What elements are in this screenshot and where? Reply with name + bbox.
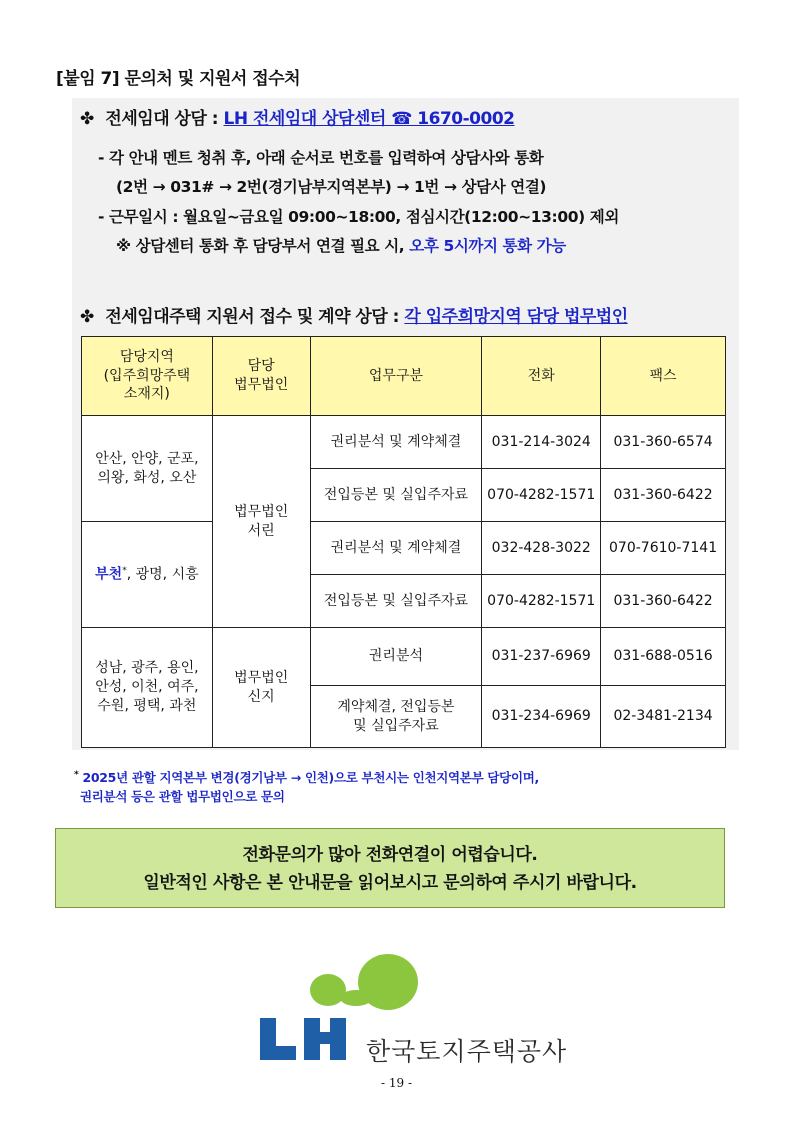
header-fax: 팩스 — [601, 337, 726, 416]
section1-heading — [80, 104, 515, 129]
table-row — [82, 522, 726, 575]
phone-cell: 070-4282-1571 — [482, 575, 601, 628]
doc-title: [붙임 7] 문의처 및 지원서 접수처 — [56, 69, 301, 89]
footnote-mark: * — [74, 770, 79, 780]
header-region: 담당지역 (입주희망주택 소재지) — [82, 337, 213, 416]
notice-line1: 전화문의가 많아 전화연결이 어렵습니다. — [242, 845, 538, 865]
footnote — [74, 766, 539, 806]
table-header-row — [82, 337, 726, 416]
header-phone: 전화 — [482, 337, 601, 416]
clover-bullet-icon: ✤ — [80, 307, 94, 327]
footnote-line2: 권리분석 등은 관할 법무법인으로 문의 — [80, 789, 285, 805]
section2-heading — [80, 302, 628, 327]
phone-cell: 031-214-3024 — [482, 416, 601, 469]
header-firm: 담당 법무법인 — [212, 337, 310, 416]
task-cell: 권리분석 — [310, 628, 482, 686]
section1-heading-text: 전세임대 상담 : — [105, 109, 224, 129]
firm-cell: 법무법인 서린 — [212, 416, 310, 628]
region-rest: , 광명, 시흥 — [126, 566, 199, 583]
table-row — [82, 416, 726, 469]
firm-cell: 법무법인 신지 — [212, 628, 310, 748]
section1-line4-highlight: 오후 5시까지 통화 가능 — [409, 237, 566, 255]
task-cell: 권리분석 및 계약체결 — [310, 522, 482, 575]
call-center-link[interactable]: LH 전세임대 상담센터 ☎ 1670-0002 — [223, 109, 515, 129]
section1-line4 — [116, 234, 566, 256]
law-firm-table — [81, 336, 726, 748]
footnote-line1: 2025년 관할 지역본부 변경(경기남부 → 인천)으로 부천시는 인천지역본부 담당이며, — [78, 770, 539, 786]
section1-line1: - 각 안내 멘트 청취 후, 아래 순서로 번호를 입력하여 상담사와 통화 — [98, 149, 544, 167]
notice-line2: 일반적인 사항은 본 안내문을 읽어보시고 문의하여 주시기 바랍니다. — [143, 873, 637, 893]
fax-cell: 031-360-6422 — [601, 469, 726, 522]
header-task: 업무구분 — [310, 337, 482, 416]
clover-bullet-icon: ✤ — [80, 109, 94, 129]
phone-cell: 070-4282-1571 — [482, 469, 601, 522]
section1-line3: - 근무일시 : 월요일~금요일 09:00~18:00, 점심시간(12:00~13:00) 제외 — [98, 208, 619, 226]
phone-cell: 031-237-6969 — [482, 628, 601, 686]
fax-cell: 031-360-6422 — [601, 575, 726, 628]
phone-cell: 031-234-6969 — [482, 686, 601, 748]
region-cell — [82, 522, 213, 628]
fax-cell: 070-7610-7141 — [601, 522, 726, 575]
region-cell: 성남, 광주, 용인, 안성, 이천, 여주, 수원, 평택, 과천 — [82, 628, 213, 748]
fax-cell: 031-360-6574 — [601, 416, 726, 469]
law-firm-link[interactable]: 각 입주희망지역 담당 법무법인 — [404, 307, 628, 327]
section1-line4-prefix: ※ 상담센터 통화 후 담당부서 연결 필요 시, — [116, 237, 410, 255]
task-cell: 계약체결, 전입등본 및 실입주자료 — [310, 686, 482, 748]
fax-cell: 031-688-0516 — [601, 628, 726, 686]
page-number: - 19 - — [380, 1076, 412, 1090]
region-cell: 안산, 안양, 군포, 의왕, 화성, 오산 — [82, 416, 213, 522]
task-cell: 전입등본 및 실입주자료 — [310, 575, 482, 628]
fax-cell: 02-3481-2134 — [601, 686, 726, 748]
green-leaf-icon — [296, 950, 436, 1030]
task-cell: 권리분석 및 계약체결 — [310, 416, 482, 469]
footnote-mark: * — [122, 565, 127, 576]
phone-cell: 032-428-3022 — [482, 522, 601, 575]
region-emphasis: 부천 — [95, 566, 123, 583]
notice-box — [55, 828, 725, 908]
org-name: 한국토지주택공사 — [366, 1037, 568, 1066]
section2-heading-text: 전세임대주택 지원서 접수 및 계약 상담 : — [105, 307, 405, 327]
section1-line2: (2번 → 031# → 2번(경기남부지역본부) → 1번 → 상담사 연결) — [116, 178, 547, 196]
table-row — [82, 628, 726, 686]
task-cell: 전입등본 및 실입주자료 — [310, 469, 482, 522]
